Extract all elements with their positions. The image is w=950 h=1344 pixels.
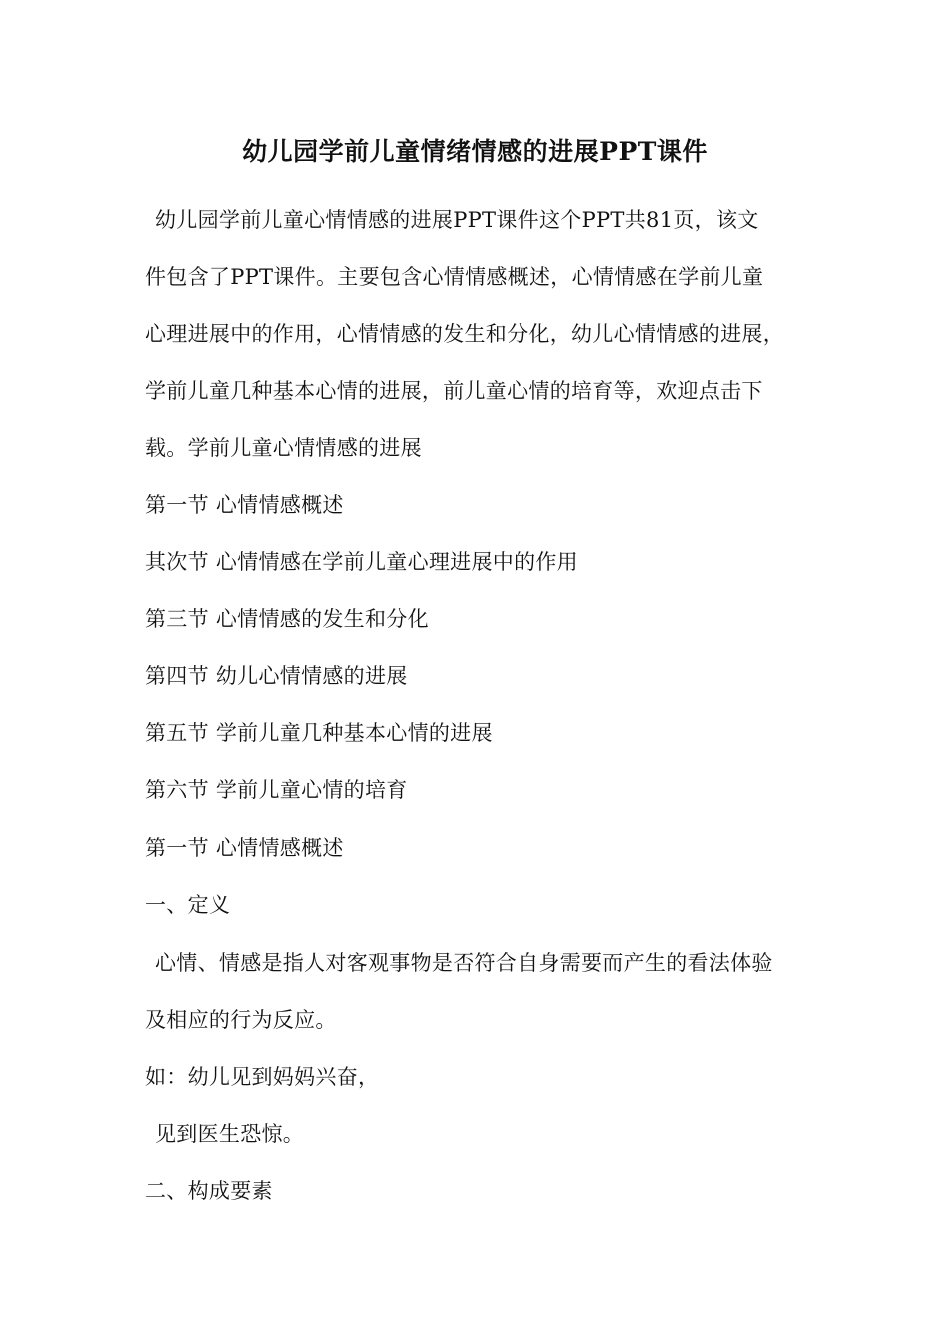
intro-line-1: 幼儿园学前儿童心情情感的进展PPT课件这个PPT共81页，该文 <box>155 208 759 232</box>
components-heading: 二、构成要素 <box>145 1179 273 1203</box>
example-line-2: 见到医生恐惊。 <box>155 1122 305 1146</box>
document-title: 幼儿园学前儿童情绪情感的进展PPT课件 <box>242 137 708 166</box>
intro-line-3: 心理进展中的作用，心情情感的发生和分化，幼儿心情情感的进展， <box>145 322 784 346</box>
example-line-1: 如：幼儿见到妈妈兴奋， <box>145 1065 380 1089</box>
definition-line-1: 心情、情感是指人对客观事物是否符合自身需要而产生的看法体验 <box>155 951 773 975</box>
section-item-1: 第一节 心情情感概述 <box>145 493 344 517</box>
section-item-5: 第五节 学前儿童几种基本心情的进展 <box>145 721 493 745</box>
section-item-4: 第四节 幼儿心情情感的进展 <box>145 664 408 688</box>
section-heading: 第一节 心情情感概述 <box>145 836 344 860</box>
section-item-2: 其次节 心情情感在学前儿童心理进展中的作用 <box>145 550 578 574</box>
definition-heading: 一、定义 <box>145 893 231 917</box>
section-item-6: 第六节 学前儿童心情的培育 <box>145 778 408 802</box>
intro-line-2: 件包含了PPT课件。主要包含心情情感概述，心情情感在学前儿童 <box>145 265 764 289</box>
section-item-3: 第三节 心情情感的发生和分化 <box>145 607 429 631</box>
intro-line-4: 学前儿童几种基本心情的进展，前儿童心情的培育等，欢迎点击下 <box>145 379 763 403</box>
definition-line-2: 及相应的行为反应。 <box>145 1008 337 1032</box>
intro-line-5: 载。学前儿童心情情感的进展 <box>145 436 422 460</box>
